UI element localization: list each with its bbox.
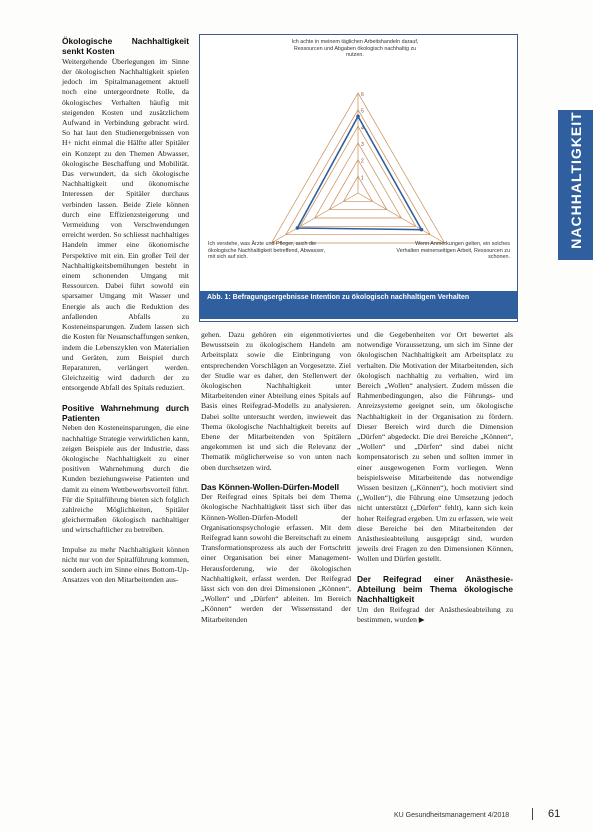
- page-number: 61: [548, 808, 561, 820]
- paragraph: gehen. Dazu gehören ein eigenmotiviertes Bewusstsein zu ökologischem Handeln am Arbeitsplatz sowie die Einbringung von entsprechenden Vorschlägen an Vorgesetzte. Ziel der Studie war es daher, den Stellenwert der ökologischen Nachhaltigkeit unter Mitarbeitenden einer Abteilung eines Spitals auf Basis eines Reifegrad-Modells zu analysieren. Dabei sollte untersucht werden, inwieweit das Thema ökologische Nachhaltigkeit bereits auf Ebene der Mitarbeitenden von Spitälern angekommen ist und sich die Relevanz der Thematik möglicherweise so von unten nach oben durchsetzen wird.: [201, 330, 351, 472]
- figure-caption: Abb. 1: Befragungsergebnisse Intention zu ökologisch nachhaltigem Verhalten: [200, 291, 517, 319]
- note-top: Ich achte in meinem täglichen Arbeitshandeln darauf, Ressourcen und Abgaben ökologisch nachhaltig zu nutzen.: [291, 39, 419, 59]
- footer-divider: [532, 808, 533, 820]
- paragraph: Der Reifegrad eines Spitals bei dem Thema ökologische Nachhaltigkeit lässt sich über das Können-Wollen-Dürfen-Modell der Organisationspsychologie erfassen. Mit dem Reifegrad kann sowohl die Bereitschaft zu einem Transformationsprozess als auch der Fortschritt einer Organisation bei einer Management-Herausforderung, wie der ökologischen Nachhaltigkeit, erfasst werden. Der Reifegrad lässt sich von den drei Dimensionen „Können“, „Wollen“ und „Dürfen“ ableiten. Im Bereich „Können“ werden der Wissensstand der Mitarbeitenden: [201, 492, 351, 624]
- column-3: [357, 330, 513, 625]
- footer-journal: KU Gesundheitsmanagement 4/2018: [394, 812, 510, 819]
- scale-tick-label: 3: [361, 142, 364, 148]
- heading-oekologische-nachhaltigkeit: Ökologische Nachhaltigkeit senkt Kosten: [62, 36, 189, 57]
- paragraph: Impulse zu mehr Nachhaltigkeit können nicht nur von der Spitalführung kommen, sondern auch im Sinne eines Bottom-Up-Ansatzes von den Mitarbeitenden aus-: [62, 544, 189, 585]
- section-tab-label: NACHHALTIGKEIT: [568, 111, 584, 249]
- heading-reifegrad: Der Reifegrad einer Anästhesie-Abteilung beim Thema ökologische Nachhaltigkeit: [357, 573, 513, 605]
- scale-tick-label: 2: [361, 158, 364, 165]
- note-right: Wenn Anmerkungen gelten, ein solches Verhalten meinerseitigen Arbeit, Ressourcen zu schonen.: [396, 241, 510, 261]
- scale-tick-label: 4: [361, 125, 364, 132]
- heading-koennen-wollen-duerfen: Das Können-Wollen-Dürfen-Modell: [201, 481, 340, 492]
- data-point: [420, 228, 424, 232]
- data-series: [297, 116, 421, 229]
- scale-tick-label: 6: [361, 92, 364, 98]
- data-point: [356, 115, 360, 119]
- scale-tick-label: 5: [361, 108, 364, 115]
- section-tab: [558, 110, 593, 260]
- column-2: [201, 330, 351, 625]
- scale-tick-label: 1: [361, 175, 364, 182]
- note-left: Ich verstehe, was Ärzte und Pfleger, auch die ökologische Nachhaltigkeit betreffend, Abwasser, mit sich auf sich.: [208, 241, 326, 261]
- heading-positive-wahrnehmung: Positive Wahrnehmung durch Patienten: [62, 402, 189, 423]
- paragraph: Um den Reifegrad der Anästhesieabteilung zu bestimmen, wurden ▶: [357, 604, 513, 625]
- paragraph: und die Gegebenheiten vor Ort bewertet als notwendige Voraussetzung, um sich im Sinne der ökologischen Nachhaltigkeit am Arbeitsplatz zu verhalten. Die Motivation der Mitarbeitenden, sich ökologisch nachhaltig zu verhalten, wird im Bereich „Wollen“ analysiert. Zudem müssen die Rahmenbedingungen, also die Führungs- und Anreizsysteme geeignet sein, um ökologische Nachhaltigkeit in der Organisation zu fördern. Dieser Bereich wird durch die Dimension „Dürfen“ abgedeckt. Die drei Bereiche „Können“, „Wollen“ und „Dürfen“ sind dabei nicht kompensatorisch zu sehen und sollten immer in einer ausgewogenen Form vorliegen. Wenn beispielsweise Mitarbeitende das notwendige Wissen besitzen („Können“), hoch motiviert sind („Wollen“), die Führung eine Umsetzung jedoch nicht unterstützt („Dürfen“ fehlt), kann sich kein hoher Reifegrad ergeben. Um zu erfassen, wie weit diese Bereiche bei den Mitarbeitenden der Anästhesieabteilung ausgeprägt sind, wurden jeweils drei Fragen zu den Dimensionen Können, Wollen und Dürfen gestellt.: [357, 330, 513, 564]
- column-1: [62, 36, 189, 585]
- paragraph: Neben den Kosteneinsparungen, die eine nachhaltige Strategie verwirklichen kann, zeigen Beispiele aus der Industrie, dass ökologische Nachhaltigkeit zu einer positiven Wahrnehmung durch die Kunden beziehungsweise Patienten und damit zu einem Wettbewerbsvorteil führt. Für die Spitalführung bieten sich folglich zahlreiche Möglichkeiten, Spitäler gleichermaßen ökologisch nachhaltiger und wirtschaftlicher zu betreiben.: [62, 423, 189, 535]
- paragraph: Weitergehende Überlegungen im Sinne der ökologischen Nachhaltigkeit spielen jedoch im Spitalmanagement aktuell noch eine untergeordnete Rolle, da ökologisches Verhalten häufig mit steigenden Kosten und zusätzlichem Aufwand in Verbindung gebracht wird. So hat laut den Studienergebnissen von H+ nicht einmal die Hälfte aller Spitäler ein Konzept zu den Themen Abwasser, ökologische Beschaffung und Mobilität. Das verwundert, da sich ökologische Nachhaltigkeit und ökonomische Interessen der Spitäler durchaus verbinden lassen. Beide Ziele können durch eine Effizienzsteigerung und Vermeidung von Verschwendungen erreicht werden. So schliesst nachhaltiges Handeln immer eine ökonomische Perspektive mit ein. Ein großer Teil der Nachhaltigkeitsbemühungen besteht in einem schonenden Umgang mit Ressourcen. Dabei führt sowohl ein sparsamer Umgang mit Wasser und Energie als auch die Reduktion des anfallenden Abfalls zu Kosteneinsparungen. Zudem lassen sich die Kosten für Neuanschaffungen senken, indem die Lebenszyklen von Materialien und Geräten, zum Beispiel durch Reparaturen, verlängert werden. Gleichzeitig wird dadurch der zu entsorgende Abfall des Spitals reduziert.: [62, 56, 190, 393]
- data-point: [296, 226, 300, 230]
- figure-radar: [199, 34, 518, 322]
